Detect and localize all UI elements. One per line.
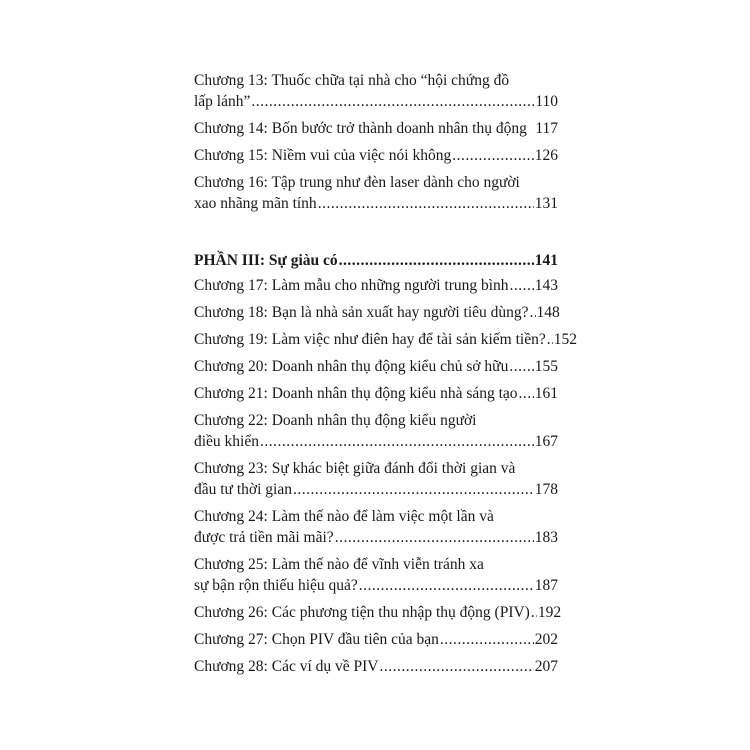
dot-leader [530,302,536,323]
entry-title-line-2: được trả tiền mãi mãi? [194,529,334,546]
toc-section-part-iii [194,275,577,677]
dot-leader [335,527,534,548]
page-number: 207 [534,658,558,675]
entry-title-line-2: lấp lánh” [194,93,251,110]
page-number: 183 [534,529,558,546]
entry-title-line-1: Chương 13: Thuốc chữa tại nhà cho “hội chứng đồ [194,72,510,89]
page-number: 161 [534,385,558,402]
dot-leader [519,383,534,404]
page-number: 167 [534,433,558,450]
entry-title: Chương 14: Bốn bước trở thành doanh nhân thụ động [194,120,527,137]
page-number: 187 [534,577,558,594]
entry-title-line-2: đầu tư thời gian [194,481,292,498]
toc-entry [194,275,558,296]
entry-title-line-1: Chương 22: Doanh nhân thụ động kiểu người [194,412,477,429]
toc-entry [194,554,558,596]
toc-entry [194,629,558,650]
page-number: 131 [534,195,558,212]
page-number: 143 [534,277,558,294]
table-of-contents [194,70,577,683]
toc-entry [194,302,558,323]
entry-title: Chương 21: Doanh nhân thụ động kiểu nhà sáng tạo [194,385,518,402]
entry-title-line-2: điều khiển [194,433,259,450]
entry-title: Chương 17: Làm mẫu cho những người trung bình [194,277,509,294]
toc-part-heading [194,250,558,271]
toc-entry [194,602,562,623]
entry-title-line-1: Chương 23: Sự khác biệt giữa đánh đổi thời gian và [194,460,516,477]
toc-entry [194,145,558,166]
page-number: 126 [534,147,558,164]
entry-title-line-1: Chương 24: Làm thế nào để làm việc một lần và [194,508,494,525]
entry-title-line-2: sự bận rộn thiếu hiệu quả? [194,577,358,594]
part-page-number: 141 [534,252,558,269]
toc-entry [194,506,558,548]
page-number: 192 [537,604,562,621]
entry-title-line-1: Chương 16: Tập trung như đèn laser dành cho người [194,174,520,191]
entry-title: Chương 26: Các phương tiện thu nhập thụ động (PIV) [194,604,530,621]
toc-entry [194,410,558,452]
dot-leader [339,250,534,271]
dot-leader [531,602,537,623]
dot-leader [547,329,553,350]
toc-entry [194,656,558,677]
toc-entry [194,70,558,112]
entry-title-line-1: Chương 25: Làm thế nào để vĩnh viễn tránh xa [194,556,484,573]
toc-section-part-ii-end [194,70,558,214]
dot-leader [293,479,534,500]
entry-title: Chương 19: Làm việc như điên hay để tài sản kiếm tiền? [194,331,546,348]
dot-leader [440,629,534,650]
toc-entry [194,329,577,350]
page-number: 178 [534,481,558,498]
page-number: 110 [535,93,558,110]
entry-title: Chương 18: Bạn là nhà sản xuất hay người tiêu dùng? [194,304,529,321]
entry-title-line-2: xao nhãng mãn tính [194,195,317,212]
dot-leader [509,356,533,377]
entry-title: Chương 20: Doanh nhân thụ động kiểu chủ sở hữu [194,358,509,375]
dot-leader [251,91,534,112]
section-spacer [194,220,558,250]
toc-entry [194,172,558,214]
part-title: PHẦN III: Sự giàu có [194,252,338,269]
dot-leader [510,275,534,296]
page-number: 152 [553,331,577,348]
toc-entry [194,458,558,500]
page-number: 117 [535,120,558,137]
page-number: 148 [536,304,560,321]
entry-title: Chương 27: Chọn PIV đầu tiên của bạn [194,631,439,648]
dot-leader [318,193,534,214]
page-number: 155 [534,358,558,375]
entry-title: Chương 28: Các ví dụ về PIV [194,658,379,675]
toc-entry [194,383,558,404]
toc-entry [194,118,558,139]
toc-entry [194,356,558,377]
dot-leader [359,575,534,596]
page-number: 202 [534,631,558,648]
dot-leader [380,656,534,677]
entry-title: Chương 15: Niềm vui của việc nói không [194,147,452,164]
dot-leader [452,145,534,166]
dot-leader [260,431,534,452]
